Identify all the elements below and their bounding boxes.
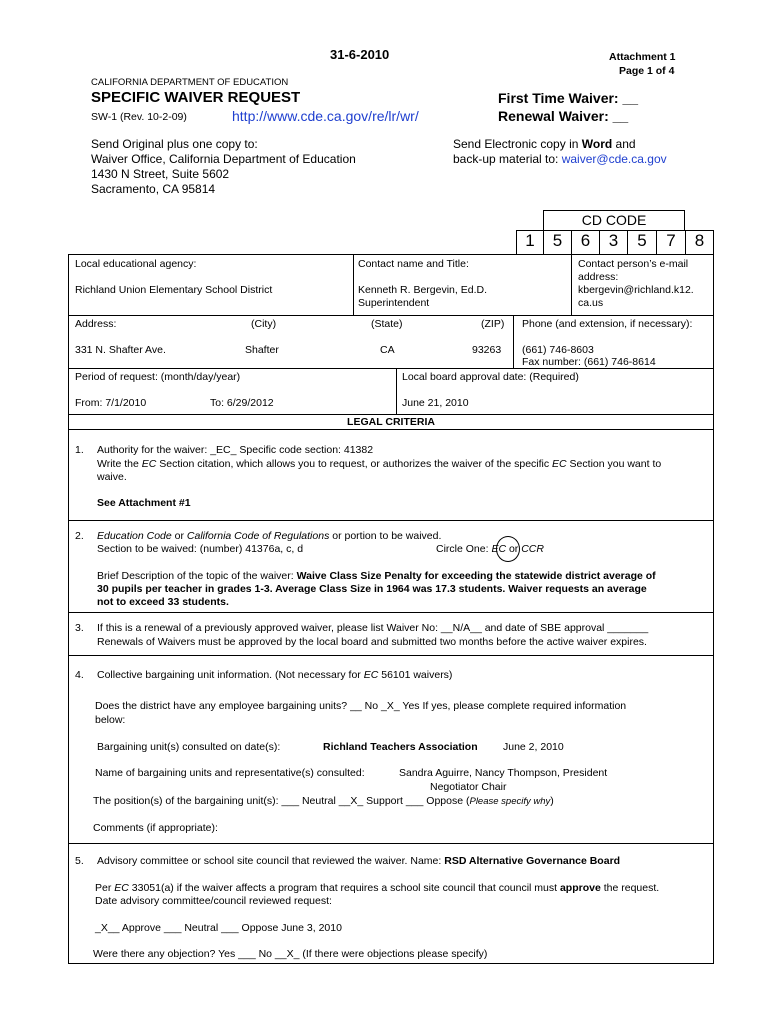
phone-label: Phone (and extension, if necessary): [522, 318, 693, 330]
contact-name: Kenneth R. Bergevin, Ed.D. [358, 284, 487, 296]
section-4-consulted-label: Bargaining unit(s) consulted on date(s): [97, 741, 281, 753]
brief-text: Waive Class Size Penalty for exceeding the statewide district average of [296, 570, 656, 582]
backup-prefix: back-up material to: [453, 152, 562, 166]
s5-approve: approve [559, 882, 601, 894]
s2-rest: or portion to be waived. [329, 530, 442, 542]
attachment-label: Attachment 1 [609, 51, 676, 63]
email-label: address: [578, 271, 619, 283]
s5-per: Per [95, 882, 115, 894]
waiver-email-link[interactable]: waiver@cde.ca.gov [561, 152, 667, 166]
circle-mark-icon [496, 536, 520, 562]
brief-text: 30 pupils per teacher in grades 1-3. Average Class Size in 1964 was 17.3 students. Waiver requests an average [97, 583, 647, 595]
section-3-number: 3. [75, 622, 84, 634]
position-italic: Please specify why [469, 796, 551, 807]
s5-ec: EC [114, 882, 129, 894]
send-electronic-block [453, 137, 667, 167]
form-id: SW-1 (Rev. 10-2-09) [91, 111, 187, 123]
state-value: CA [380, 344, 395, 356]
zip-value: 93263 [472, 344, 502, 356]
position-text: The position(s) of the bargaining unit(s): ___ Neutral __X_ Support ___ Oppose ( [93, 795, 470, 807]
divider [396, 368, 397, 414]
city-label: (City) [251, 318, 277, 330]
divider [513, 315, 514, 368]
section-2-section: Section to be waived: (number) 41376a, c, d [97, 543, 304, 555]
s5-prefix: Advisory committee or school site council that reviewed the waiver. Name: [97, 855, 445, 867]
zip-label: (ZIP) [481, 318, 505, 330]
period-label: Period of request: (month/day/year) [75, 371, 241, 383]
department-name: CALIFORNIA DEPARTMENT OF EDUCATION [91, 77, 289, 88]
send-original-line: 1430 N Street, Suite 5602 [91, 167, 230, 181]
section-4-consulted-unit: Richland Teachers Association [323, 741, 478, 753]
contact-label: Contact name and Title: [358, 258, 469, 270]
section-2-number: 2. [75, 530, 84, 542]
position-end: ) [550, 795, 554, 807]
electronic-word: Word [581, 137, 613, 151]
divider [68, 368, 714, 369]
cd-code-digit: 7 [656, 230, 686, 255]
agency-value: Richland Union Elementary School District [75, 284, 273, 296]
address-label: Address: [75, 318, 117, 330]
section-5-objection: Were there any objection? Yes ___ No __X_ (If there were objections please specify) [93, 948, 488, 960]
section-3-note: Renewals of Waivers must be approved by the local board and submitted two months before the active waiver expires. [97, 636, 647, 648]
s2-code: Education Code [97, 530, 172, 542]
section-4-heading [97, 669, 452, 681]
divider [68, 520, 714, 521]
board-approval-date: June 21, 2010 [402, 397, 469, 409]
contact-title: Superintendent [358, 297, 430, 309]
electronic-prefix: Send Electronic copy in [453, 137, 582, 151]
cd-code-digit: 8 [685, 230, 714, 255]
section-4-number: 4. [75, 669, 84, 681]
section-4-question-below: below: [95, 714, 126, 726]
s5-per: 33051(a) if the waiver affects a program that requires a school site council that council must [128, 882, 560, 894]
s4-prefix: Collective bargaining unit information. (Not necessary for [97, 669, 364, 681]
section-5-heading [97, 855, 620, 867]
section-2-circle-one [436, 543, 544, 555]
divider [68, 612, 714, 613]
divider [68, 414, 714, 415]
divider [353, 254, 354, 315]
fax-value: Fax number: (661) 746-8614 [522, 357, 656, 368]
section-4-consulted-date: June 2, 2010 [503, 741, 564, 753]
send-original-line: Waiver Office, California Department of Education [91, 152, 356, 166]
cd-code-digit: 5 [543, 230, 572, 255]
send-original-line: Sacramento, CA 95814 [91, 182, 216, 196]
section-5-number: 5. [75, 855, 84, 867]
s1-text: Section you want to [566, 458, 662, 470]
cd-code-digit: 3 [599, 230, 628, 255]
agency-label: Local educational agency: [75, 258, 197, 270]
section-5-per [95, 882, 659, 894]
s5-per: the request. [600, 882, 660, 894]
circle-or: or [506, 543, 522, 555]
section-4-position [93, 795, 554, 807]
circle-label: Circle One: [436, 543, 492, 555]
city-value: Shafter [245, 344, 279, 356]
divider [68, 315, 714, 316]
first-time-waiver: First Time Waiver: __ [498, 90, 639, 106]
section-2-brief [97, 570, 656, 609]
section-4-question: Does the district have any employee bargaining units? __ No _X_ Yes If yes, please complete required information [95, 700, 627, 712]
section-1-number: 1. [75, 444, 84, 456]
section-4-reps-role: Negotiator Chair [430, 781, 507, 793]
send-original-line: Send Original plus one copy to: [91, 137, 258, 151]
email-value: ca.us [578, 297, 604, 309]
section-1-waive: waive. [97, 471, 127, 483]
email-value: kbergevin@richland.k12. [578, 284, 694, 296]
section-4-reps-label: Name of bargaining units and representative(s) consulted: [95, 767, 365, 779]
s2-ccr: California Code of Regulations [186, 530, 330, 542]
period-from: From: 7/1/2010 [75, 397, 147, 409]
document-number: 31-6-2010 [330, 47, 390, 62]
email-label: Contact person’s e-mail [578, 258, 689, 270]
street-value: 331 N. Shafter Ave. [75, 344, 166, 356]
send-original-block [91, 137, 356, 197]
section-1-instruction [97, 458, 661, 470]
section-2-heading [97, 530, 441, 542]
divider [68, 843, 714, 844]
form-title: SPECIFIC WAIVER REQUEST [91, 89, 301, 106]
section-1-attachment: See Attachment #1 [97, 497, 191, 509]
divider [68, 655, 714, 656]
brief-label: Brief Description of the topic of the waiver: [97, 570, 297, 582]
s1-ec: EC [552, 458, 567, 470]
board-approval-label: Local board approval date: (Required) [402, 371, 579, 383]
s5-name: RSD Alternative Governance Board [444, 855, 621, 867]
cd-code-digit: 1 [516, 230, 544, 255]
s2-or: or [171, 530, 187, 542]
renewal-waiver: Renewal Waiver: __ [498, 108, 629, 124]
state-label: (State) [371, 318, 403, 330]
s4-ec: EC [363, 669, 379, 681]
cd-code-header [543, 210, 685, 231]
cd-code-digit: 6 [571, 230, 600, 255]
divider [571, 254, 572, 315]
divider [68, 429, 714, 430]
waiver-url-link[interactable]: http://www.cde.ca.gov/re/lr/wr/ [232, 108, 419, 124]
s1-text: Write the [97, 458, 142, 470]
section-5-vote: _X__ Approve ___ Neutral ___ Oppose June 3, 2010 [95, 922, 342, 934]
section-3-renewal: If this is a renewal of a previously approved waiver, please list Waiver No: __N/A__ and date of SBE approval _______ [97, 622, 649, 634]
cd-code-label: CD CODE [581, 212, 647, 228]
section-4-comments: Comments (if appropriate): [93, 822, 218, 834]
circle-ccr: CCR [521, 543, 544, 555]
electronic-suffix: and [612, 137, 636, 151]
legal-criteria-heading: LEGAL CRITERIA [347, 416, 435, 428]
page-indicator: Page 1 of 4 [619, 65, 675, 77]
email-block [578, 258, 694, 310]
circle-ec: EC [491, 543, 507, 555]
cd-code-digit: 5 [627, 230, 657, 255]
phone-value: (661) 746-8603 [522, 344, 594, 356]
s1-text: Section citation, which allows you to request, or authorizes the waiver of the specific [156, 458, 553, 470]
section-4-reps-names: Sandra Aguirre, Nancy Thompson, President [399, 767, 608, 779]
brief-text: not to exceed 33 students. [97, 596, 229, 608]
section-5-date-label: Date advisory committee/council reviewed request: [95, 895, 332, 907]
section-1-authority: Authority for the waiver: _EC_ Specific code section: 41382 [97, 444, 374, 456]
period-to: To: 6/29/2012 [210, 397, 274, 409]
s4-suffix: 56101 waivers) [378, 669, 453, 681]
s1-ec: EC [141, 458, 157, 470]
